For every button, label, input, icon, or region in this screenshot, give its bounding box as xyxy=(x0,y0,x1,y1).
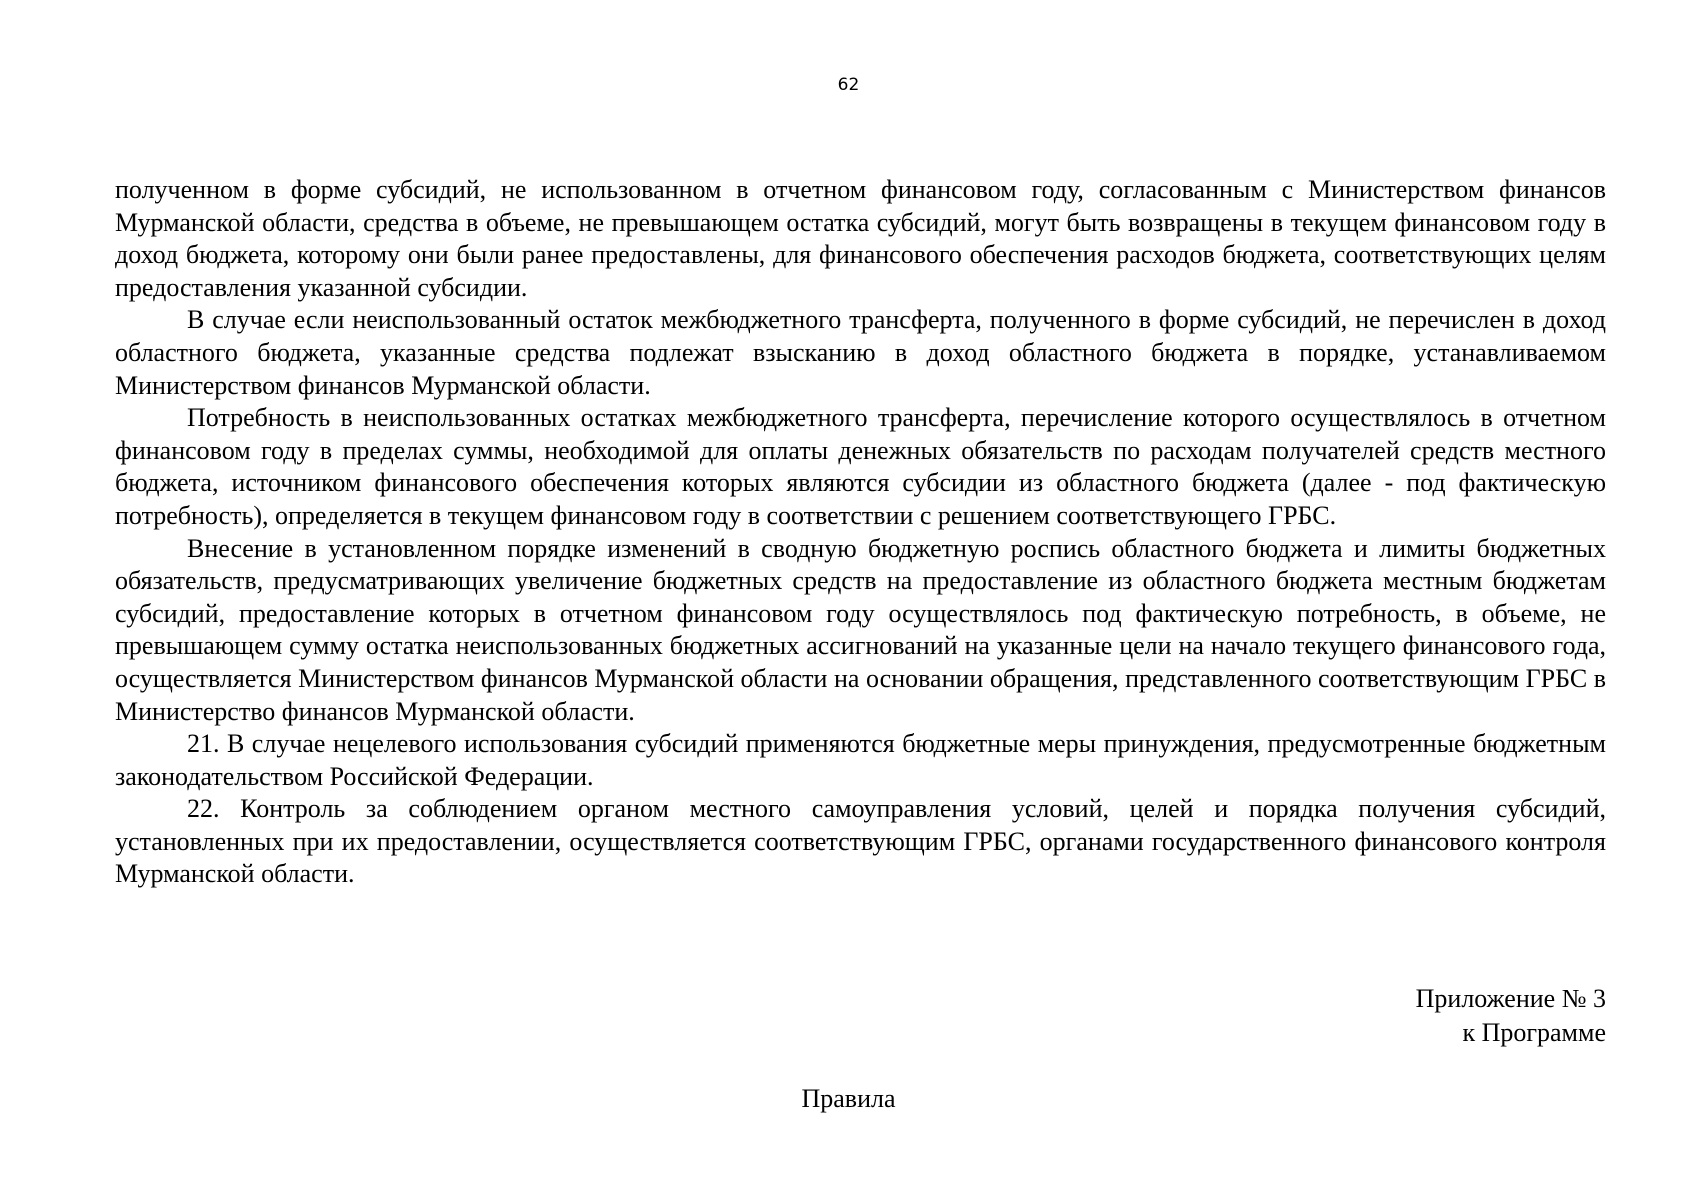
paragraph-continuation: полученном в форме субсидий, не использованном в отчетном финансовом году, согласованным с Министерством финансов Мурманской области, средства в объеме, не превышающем остатка субсидий, могут быть возвращены в текущем финансовом году в доход бюджета, которому они были ранее предоставлены, для финансового обеспечения расходов бюджета, соответствующих целям предоставления указанной субсидии. xyxy=(115,175,1606,302)
paragraph-need-for-balances: Потребность в неиспользованных остатках межбюджетного трансферта, перечисление которого осуществлялось в отчетном финансовом году в пределах суммы, необходимой для оплаты денежных обязательств по расходам получателей средств местного бюджета, источником финансового обеспечения которых являются субсидии из областного бюджета (далее - под фактическую потребность), определяется в текущем финансовом году в соответствии с решением соответствующего ГРБС. xyxy=(115,403,1606,530)
paragraph-budget-changes: Внесение в установленном порядке изменений в сводную бюджетную роспись областного бюджета и лимиты бюджетных обязательств, предусматривающих увеличение бюджетных средств на предоставление из областного бюджета местным бюджетам субсидий, предоставление которых в отчетном финансовом году осуществлялось под фактическую потребность, в объеме, не превышающем сумму остатка неиспользованных бюджетных ассигнований на указанные цели на начало текущего финансового года, осуществляется Министерством финансов Мурманской области на основании обращения, представленного соответствующим ГРБС в Министерство финансов Мурманской области. xyxy=(115,533,1606,726)
paragraph-item-22: 22. Контроль за соблюдением органом местного самоуправления условий, целей и порядка получения субсидий, установленных при их предоставлении, осуществляется соответствующим ГРБС, органами государственного финансового контроля Мурманской области. xyxy=(115,794,1606,889)
appendix-number: Приложение № 3 xyxy=(1415,984,1606,1013)
appendix-program: к Программе xyxy=(1462,1018,1606,1047)
rules-heading: Правила xyxy=(801,1084,896,1113)
paragraph-unused-balance: В случае если неиспользованный остаток межбюджетного трансферта, полученного в форме субсидий, не перечислен в доход областного бюджета, указанные средства подлежат взысканию в доход областного бюджета в порядке, устанавливаемом Министерством финансов Мурманской области. xyxy=(115,305,1606,400)
document-body xyxy=(115,174,1606,891)
paragraph-item-21: 21. В случае нецелевого использования субсидий применяются бюджетные меры принуждения, предусмотренные бюджетным законодательством Российской Федерации. xyxy=(115,729,1606,791)
appendix-reference xyxy=(1106,982,1606,1050)
page-number: 62 xyxy=(837,75,860,95)
